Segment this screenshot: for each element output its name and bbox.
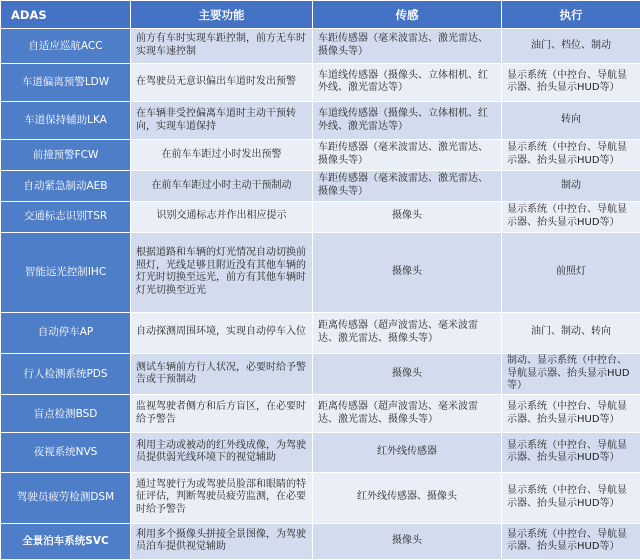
table-row: [1, 433, 640, 472]
row-function: 利用主动或被动的红外线成像，为驾驶员提供弱光线环境下的视觉辅助: [131, 433, 313, 472]
row-name: 车道偏离预警LDW: [1, 63, 131, 101]
row-function: 监视驾驶者侧方和后方盲区，在必要时给予警告: [131, 395, 313, 433]
row-sensing: 摄像头: [313, 523, 502, 559]
table-row: [1, 232, 640, 312]
row-name: 驾驶员疲劳检测DSM: [1, 472, 131, 523]
row-execution: 显示系统（中控台、导航显示器、抬头显示HUD等）: [502, 63, 640, 101]
table-row: [1, 312, 640, 353]
row-function: 测试车辆前方行人状况，必要时给予警告或干预制动: [131, 353, 313, 395]
header-row: [1, 1, 640, 29]
row-function: 前方有车时实现车距控制，前方无车时实现车速控制: [131, 29, 313, 64]
row-execution: 转向: [502, 101, 640, 139]
row-execution: 前照灯: [502, 232, 640, 312]
table-row: [1, 63, 640, 101]
table-row: [1, 201, 640, 232]
header-adas: ADAS: [1, 1, 131, 29]
row-sensing: 红外线传感器、摄像头: [313, 472, 502, 523]
table-row: [1, 140, 640, 171]
row-sensing: 车距传感器（毫米波雷达、激光雷达、摄像头等）: [313, 140, 502, 171]
row-name: 自适应巡航ACC: [1, 29, 131, 64]
row-name: 车道保持辅助LKA: [1, 101, 131, 139]
row-name: 夜视系统NVS: [1, 433, 131, 472]
row-name: 自动停车AP: [1, 312, 131, 353]
row-name: 全景泊车系统SVC: [1, 523, 131, 559]
row-execution: 显示系统（中控台、导航显示器、抬头显示HUD等）: [502, 140, 640, 171]
row-name: 自动紧急制动AEB: [1, 170, 131, 201]
row-sensing: 车道线传感器（摄像头、立体相机、红外线、激光雷达等）: [313, 101, 502, 139]
row-sensing: 车距传感器（毫米波雷达、激光雷达、摄像头等）: [313, 29, 502, 64]
row-function: 在前车车距过小时主动干预制动: [131, 170, 313, 201]
row-execution: 油门、档位、制动: [502, 29, 640, 64]
table-row: [1, 395, 640, 433]
row-execution: 油门、制动、转向: [502, 312, 640, 353]
table-row: [1, 472, 640, 523]
row-execution: 显示系统（中控台、导航显示器、抬头显示HUD等）: [502, 472, 640, 523]
row-function: 在前车车距过小时发出预警: [131, 140, 313, 171]
row-execution: 显示系统（中控台、导航显示器、抬头显示HUD等）: [502, 523, 640, 559]
table-row: [1, 29, 640, 64]
row-name: 盲点检测BSD: [1, 395, 131, 433]
header-function: 主要功能: [131, 1, 313, 29]
row-sensing: 距离传感器（超声波雷达、毫米波雷达、激光雷达、摄像头等）: [313, 395, 502, 433]
row-function: 识别交通标志并作出相应提示: [131, 201, 313, 232]
row-function: 根据道路和车辆的灯光情况自动切换前照灯，光线足够且附近没有其他车辆的灯光时切换至远光，前方有其他车辆时灯光切换至近光: [131, 232, 313, 312]
row-sensing: 摄像头: [313, 353, 502, 395]
row-function: 在驾驶员无意识偏出车道时发出预警: [131, 63, 313, 101]
row-execution: 制动: [502, 170, 640, 201]
row-execution: 显示系统（中控台、导航显示器、抬头显示HUD等）: [502, 395, 640, 433]
row-sensing: 车距传感器（毫米波雷达、激光雷达、摄像头等）: [313, 170, 502, 201]
row-execution: 显示系统（中控台、导航显示器、抬头显示HUD等）: [502, 201, 640, 232]
table-row: [1, 101, 640, 139]
header-execution: 执行: [502, 1, 640, 29]
row-sensing: 摄像头: [313, 232, 502, 312]
row-sensing: 红外线传感器: [313, 433, 502, 472]
table-row: [1, 170, 640, 201]
row-function: 在车辆非受控偏离车道时主动干预转向，实现车道保持: [131, 101, 313, 139]
row-execution: 制动、显示系统（中控台、导航显示器、抬头显示HUD等）: [502, 353, 640, 395]
table-row: [1, 353, 640, 395]
row-name: 前撞预警FCW: [1, 140, 131, 171]
row-name: 行人检测系统PDS: [1, 353, 131, 395]
row-execution: 显示系统（中控台、导航显示器、抬头显示HUD等）: [502, 433, 640, 472]
row-function: 利用多个摄像头拼接全景图像，为驾驶员泊车提供视觉辅助: [131, 523, 313, 559]
row-sensing: 摄像头: [313, 201, 502, 232]
row-sensing: 车道线传感器（摄像头、立体相机、红外线、激光雷达等）: [313, 63, 502, 101]
row-function: 通过驾驶行为或驾驶员脸部和眼睛的特征评估，判断驾驶员疲劳监测，在必要时给予警告: [131, 472, 313, 523]
header-sensing: 传感: [313, 1, 502, 29]
table-row: [1, 523, 640, 559]
row-name: 交通标志识别TSR: [1, 201, 131, 232]
row-sensing: 距离传感器（超声波雷达、毫米波雷达、激光雷达、摄像头等）: [313, 312, 502, 353]
row-name: 智能远光控制IHC: [1, 232, 131, 312]
row-function: 自动探测周围环境，实现自动停车入位: [131, 312, 313, 353]
